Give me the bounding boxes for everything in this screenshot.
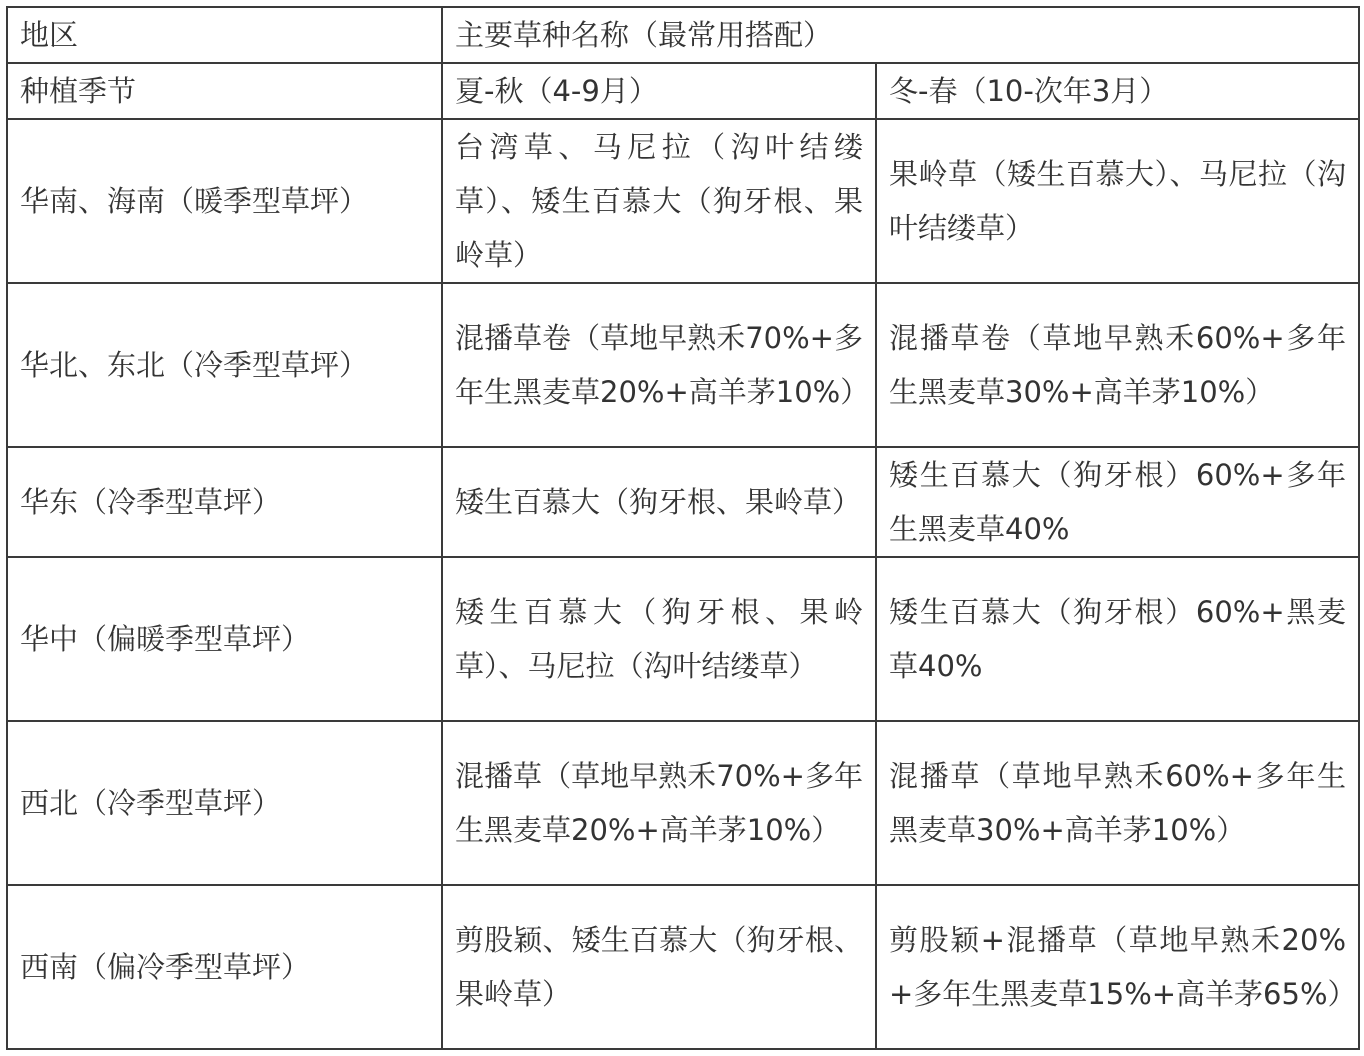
document-page [6,6,1358,1050]
season-row [7,63,1359,119]
table-row [7,557,1359,721]
season-label-cell: 种植季节 [7,63,442,119]
region-cell: 华北、东北（冷季型草坪） [7,283,442,447]
winter-spring-cell: 果岭草（矮生百慕大）、马尼拉（沟叶结缕草） [876,119,1359,283]
region-cell: 华东（冷季型草坪） [7,447,442,557]
summer-autumn-cell: 台湾草、马尼拉（沟叶结缕草）、矮生百慕大（狗牙根、果岭草） [442,119,876,283]
winter-spring-cell: 矮生百慕大（狗牙根）60%+黑麦草40% [876,557,1359,721]
summer-autumn-cell: 混播草卷（草地早熟禾70%+多年生黑麦草20%+高羊茅10%） [442,283,876,447]
header-region-cell: 地区 [7,7,442,63]
table-row [7,283,1359,447]
winter-spring-cell: 矮生百慕大（狗牙根）60%+多年生黑麦草40% [876,447,1359,557]
summer-autumn-cell: 矮生百慕大（狗牙根、果岭草）、马尼拉（沟叶结缕草） [442,557,876,721]
region-cell: 西北（冷季型草坪） [7,721,442,885]
grass-species-table [6,6,1360,1050]
season-summer-autumn-cell: 夏-秋（4-9月） [442,63,876,119]
summer-autumn-cell: 混播草（草地早熟禾70%+多年生黑麦草20%+高羊茅10%） [442,721,876,885]
region-cell: 西南（偏冷季型草坪） [7,885,442,1049]
header-main-species-cell: 主要草种名称（最常用搭配） [442,7,1359,63]
region-cell: 华中（偏暖季型草坪） [7,557,442,721]
winter-spring-cell: 混播草（草地早熟禾60%+多年生黑麦草30%+高羊茅10%） [876,721,1359,885]
winter-spring-cell: 剪股颖+混播草（草地早熟禾20%+多年生黑麦草15%+高羊茅65%） [876,885,1359,1049]
table-row [7,119,1359,283]
season-winter-spring-cell: 冬-春（10-次年3月） [876,63,1359,119]
summer-autumn-cell: 剪股颖、矮生百慕大（狗牙根、果岭草） [442,885,876,1049]
region-cell: 华南、海南（暖季型草坪） [7,119,442,283]
table-row [7,447,1359,557]
table-row [7,885,1359,1049]
table-row [7,721,1359,885]
winter-spring-cell: 混播草卷（草地早熟禾60%+多年生黑麦草30%+高羊茅10%） [876,283,1359,447]
table-header-row [7,7,1359,63]
summer-autumn-cell: 矮生百慕大（狗牙根、果岭草） [442,447,876,557]
